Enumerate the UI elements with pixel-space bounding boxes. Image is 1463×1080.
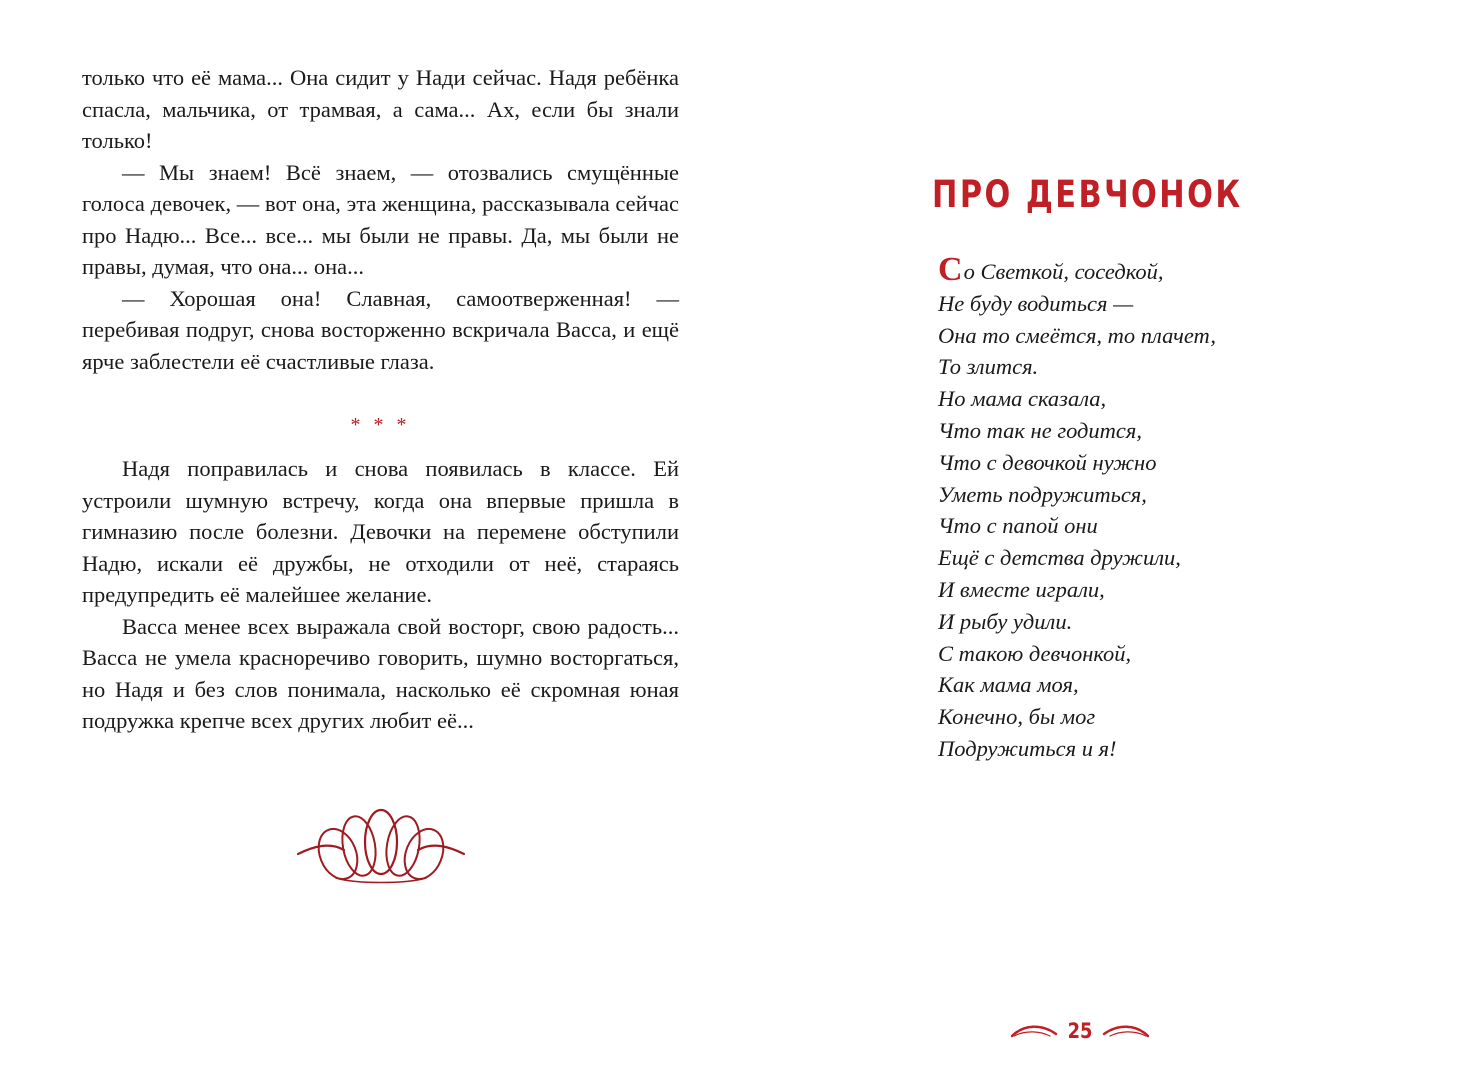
left-flourish-swash-icon [1010, 1020, 1058, 1042]
poem-line: Подружиться и я! [938, 735, 1117, 761]
poem [938, 251, 1408, 765]
right-flourish-swash-icon [1102, 1020, 1150, 1042]
poem-title: ПРО ДЕВЧОНОК [932, 173, 1243, 216]
poem-line-text: о Светкой, соседкой, [963, 259, 1164, 284]
page-folio [1010, 1014, 1150, 1050]
poem-line: Уметь подружиться, [938, 481, 1147, 507]
poem-line [938, 251, 1408, 288]
poem-line: Не буду водиться — [938, 290, 1134, 316]
page-number: 25 [1067, 1019, 1093, 1043]
drop-cap: С [938, 251, 963, 288]
poem-line: И вместе играли, [938, 576, 1105, 602]
poem-line: Она то смеётся, то плачет, [938, 322, 1216, 348]
poem-line: Что так не годится, [938, 417, 1143, 443]
poem-line: Ещё с детства дружили, [938, 545, 1181, 571]
paragraph: Надя поправилась и снова появилась в классе. Ей устроили шумную встречу, когда она впервые пришла в гимназию после болезни. Девочки на перемене обступили Надю, искали её дружбы, не отходили от неё, стараясь предупредить её малейшее желание. [82, 456, 679, 607]
poem-line: Что с девочкой нужно [938, 449, 1157, 475]
paragraph: — Хорошая она! Славная, самоотверженная! — перебивая подруг, снова восторженно вскричала Васса, и ещё ярче заблестели её счастливые глаза. [82, 285, 679, 374]
poem-line: То злится. [938, 354, 1039, 380]
paragraph: — Мы знаем! Всё знаем, — отозвались смущённые голоса девочек, — вот она, эта женщина, рассказывала сейчас про Надю... Все... все... мы были не правы. Да, мы были не правы, думая, что она... она... [82, 159, 679, 279]
poem-line: С такою девчонкой, [938, 640, 1132, 666]
paragraph: только что её мама... Она сидит у Нади сейчас. Надя ребёнка спасла, мальчика, от трамвая, а сама... Ах, если бы знали только! [82, 65, 679, 153]
poem-line: И рыбу удили. [938, 608, 1073, 634]
paragraph: Васса менее всех выражала свой восторг, свою радость... Васса не умела красноречиво говорить, шумно восторгаться, но Надя и без слов понимала, насколько её скромная юная подружка крепче всех других любит её... [82, 613, 679, 733]
section-divider: * * * [350, 414, 411, 436]
left-page [82, 62, 679, 737]
poem-line: Что с папой они [938, 513, 1098, 539]
poem-line: Конечно, бы мог [938, 704, 1096, 730]
poem-line: Но мама сказала, [938, 386, 1107, 412]
poem-line: Как мама моя, [938, 672, 1079, 698]
scalloped-arches-ornament-icon [296, 796, 466, 888]
